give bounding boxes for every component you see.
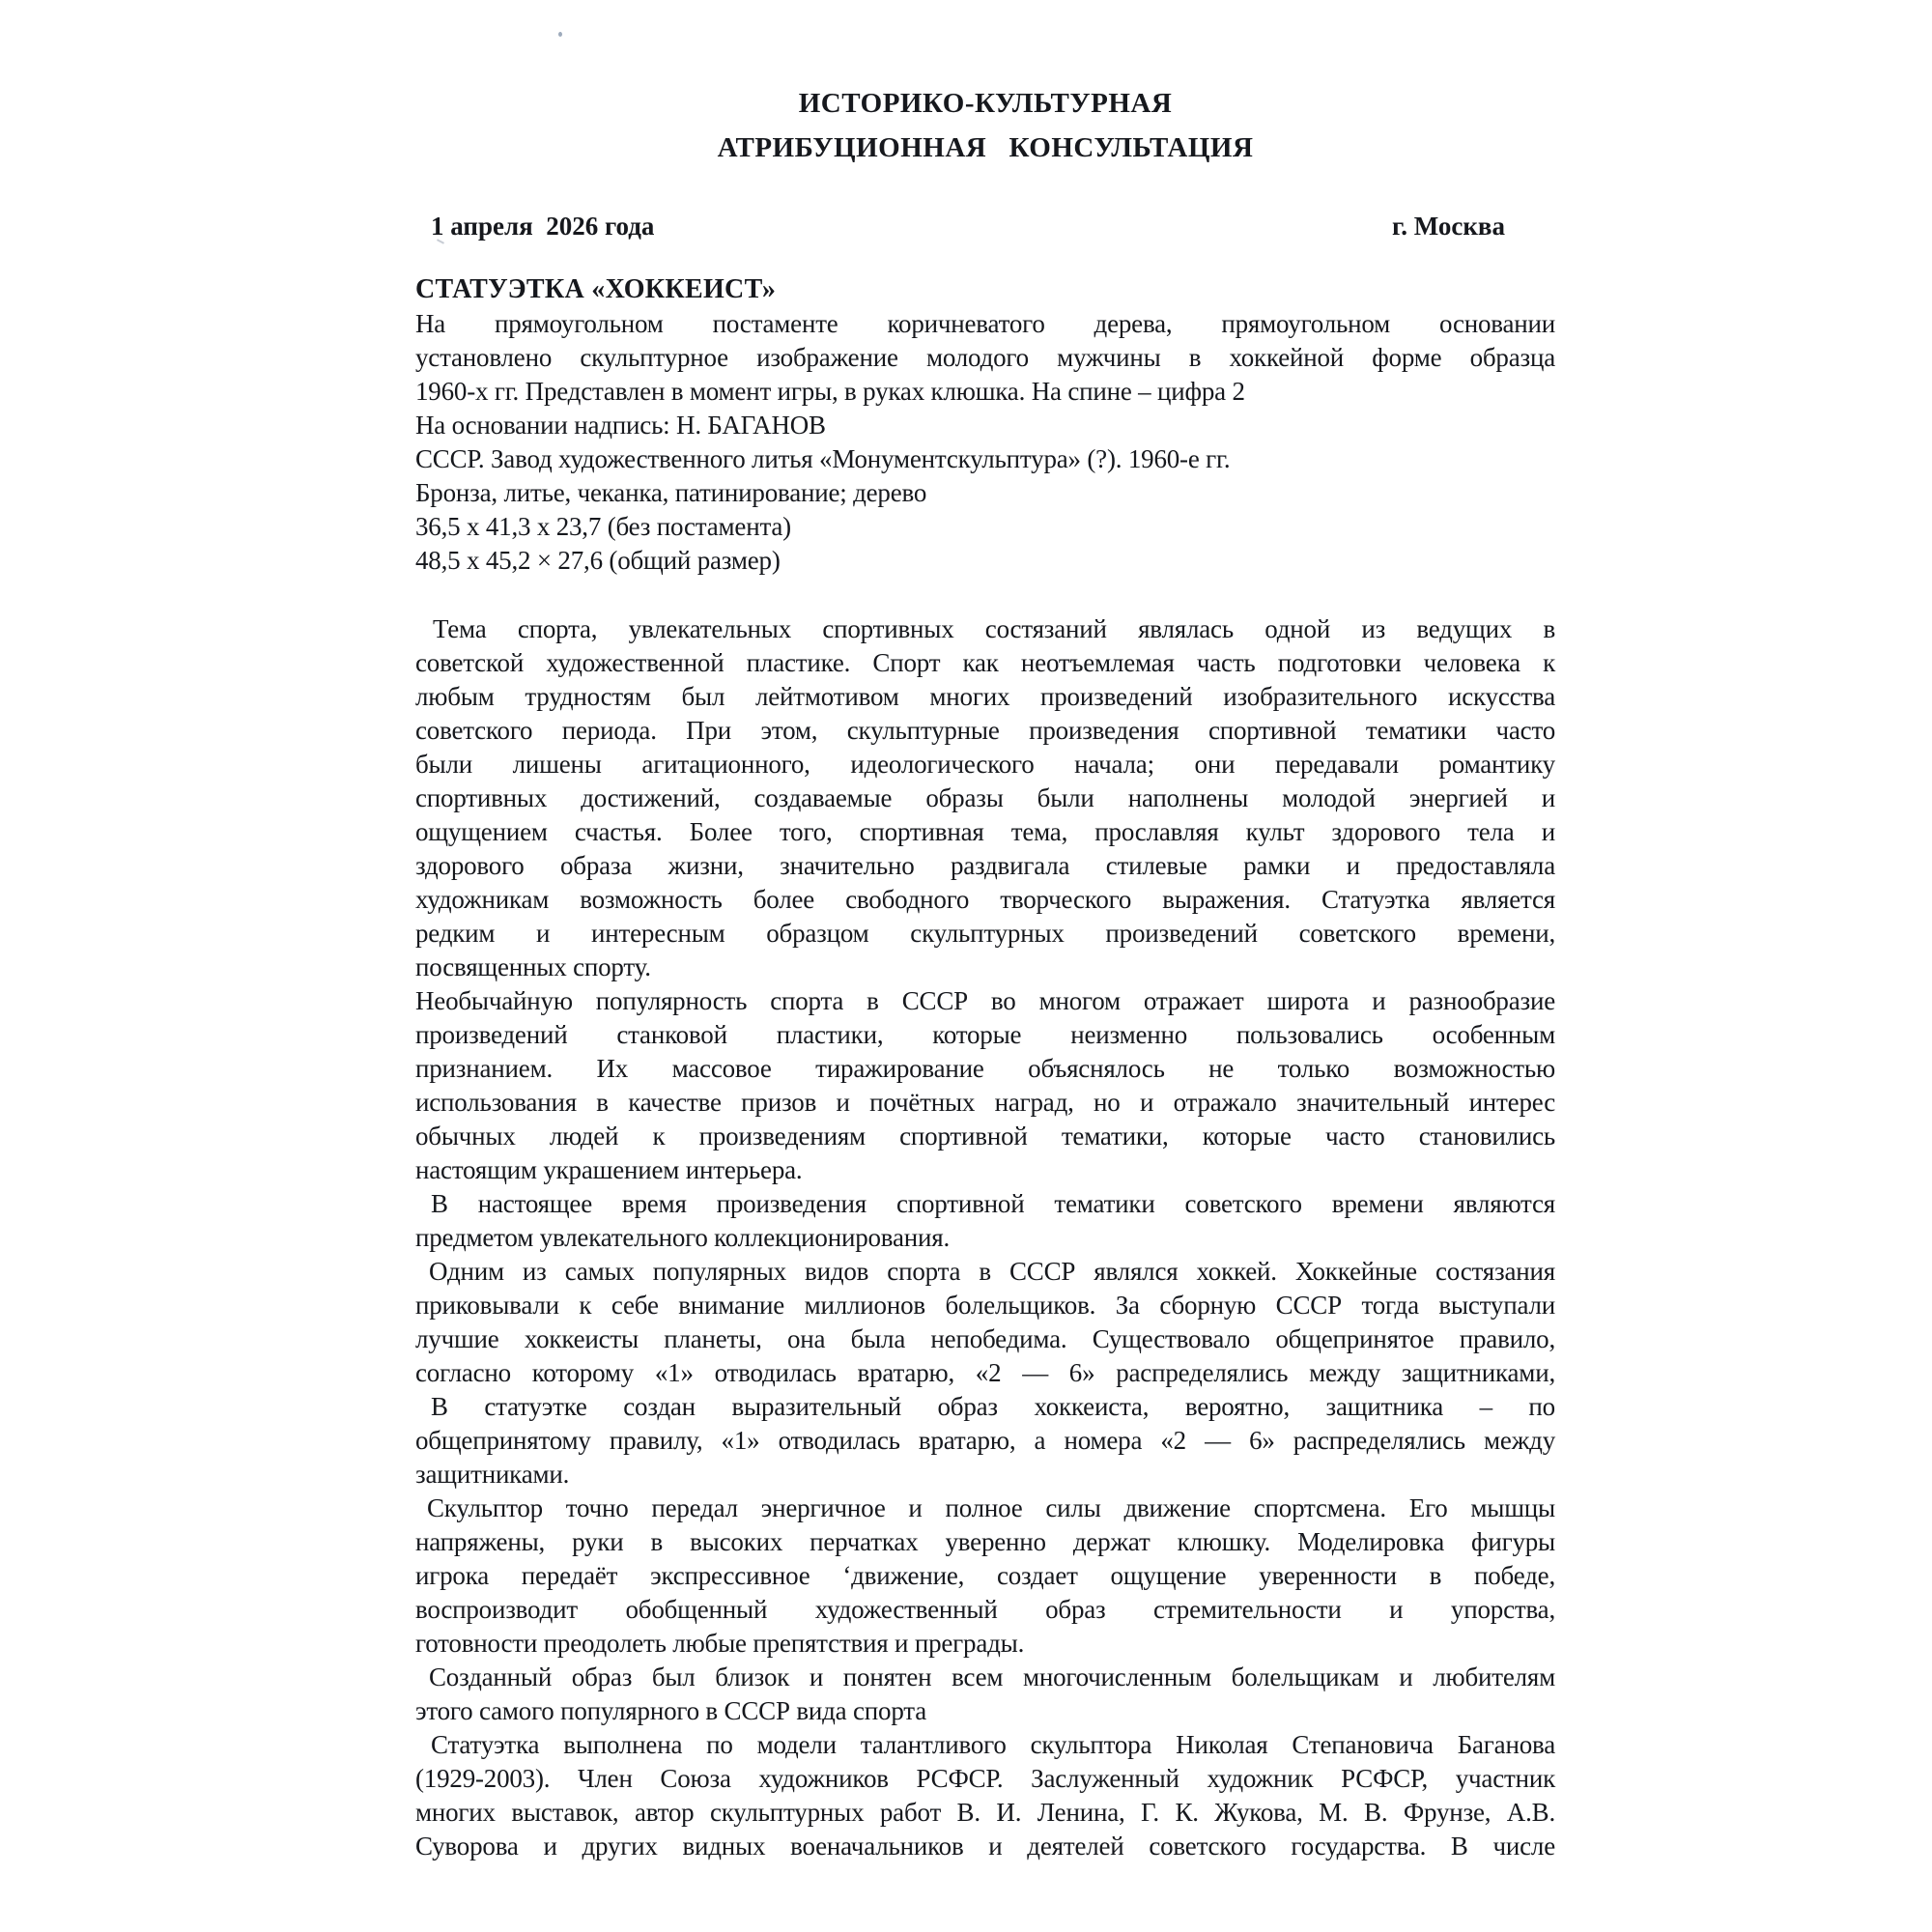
text-line: В настоящее время произведения спортивной тематики советского времени являются [431,1189,1555,1218]
text-line: готовности преодолеть любые препятствия и преграды. [415,1629,1025,1658]
text-line: Скульптор точно передал энергичное и полное силы движение спортсмена. Его мышцы [427,1493,1555,1522]
text-line: многих выставок, автор скульптурных работ В. И. Ленина, Г. К. Жукова, М. В. Фрунзе, А.В. [415,1798,1555,1827]
text-line: В статуэтке создан выразительный образ хоккеиста, вероятно, защитника – по [431,1392,1555,1421]
text-line: Необычайную популярность спорта в СССР во многом отражает широта и разнообразие [415,986,1555,1015]
text-line: приковывали к себе внимание миллионов болельщиков. За сборную СССР тогда выступали [415,1291,1555,1320]
text-line: Бронза, литье, чеканка, патинирование; дерево [415,478,927,507]
text-line: напряжены, руки в высоких перчатках уверенно держат клюшку. Моделировка фигуры [415,1527,1555,1556]
title-line-1: ИСТОРИКО-КУЛЬТУРНАЯ [798,88,1173,119]
text-line: спортивных достижений, создаваемые образы были наполнены молодой энергией и [415,783,1555,812]
text-line: 48,5 х 45,2 × 27,6 (общий размер) [415,546,781,575]
text-line: игрока передаёт экспрессивное ‘движение, создает ощущение уверенности в победе, [415,1561,1555,1590]
text-line: Одним из самых популярных видов спорта в СССР являлся хоккей. Хоккейные состязания [429,1257,1555,1286]
document-content [415,81,1555,1863]
paragraph [415,1390,1555,1492]
text-line: воспроизводит обобщенный художественный образ стремительности и упорства, [415,1595,1555,1624]
body-text [415,612,1555,1863]
text-line: Тема спорта, увлекательных спортивных состязаний являлась одной из ведущих в [433,614,1555,643]
text-line: посвященных спорту. [415,952,651,981]
paragraph [415,1661,1555,1728]
text-line: здорового образа жизни, значительно раздвигала стилевые рамки и предоставляла [415,851,1555,880]
text-line: Статуэтка выполнена по модели талантливого скульптора Николая Степановича Баганова [431,1730,1555,1759]
section-gap [415,578,1555,612]
paragraph [415,1728,1555,1863]
text-line: (1929-2003). Член Союза художников РСФСР. Заслуженный художник РСФСР, участник [415,1764,1555,1793]
document-place: г. Москва [1392,212,1505,241]
paragraph [415,612,1555,984]
text-line: этого самого популярного в СССР вида спорта [415,1696,926,1725]
object-description [415,307,1555,578]
paragraph [415,442,1555,476]
text-line: СССР. Завод художественного литья «Монументскульптура» (?). 1960-е гг. [415,444,1231,473]
paragraph [415,1255,1555,1390]
title-line-2: АТРИБУЦИОННАЯ КОНСУЛЬТАЦИЯ [717,132,1254,163]
text-line: редким и интересным образцом скульптурных произведений советского времени, [415,919,1555,948]
text-line: художникам возможность более свободного творческого выражения. Статуэтка является [415,885,1555,914]
text-line: ощущением счастья. Более того, спортивная тема, прославляя культ здорового тела и [415,817,1555,846]
paragraph [415,409,1555,442]
text-line: защитниками. [415,1460,570,1489]
text-line: На прямоугольном постаменте коричневатого дерева, прямоугольном основании [415,309,1555,338]
text-line: признанием. Их массовое тиражирование объяснялось не только возможностью [415,1054,1555,1083]
text-line: использования в качестве призов и почётных наград, но и отражало значительный интерес [415,1088,1555,1117]
text-line: установлено скульптурное изображение молодого мужчины в хоккейной форме образца [415,343,1555,372]
text-line: были лишены агитационного, идеологического начала; они передавали романтику [415,750,1555,779]
text-line: произведений станковой пластики, которые неизменно пользовались особенным [415,1020,1555,1049]
scan-artifact-dot [558,32,562,37]
text-line: общепринятому правилу, «1» отводилась вратарю, а номера «2 — 6» распределялись между [415,1426,1555,1455]
text-line: согласно которому «1» отводилась вратарю, «2 — 6» распределялись между защитниками, [415,1358,1555,1387]
paragraph [415,984,1555,1187]
text-line: обычных людей к произведениям спортивной тематики, которые часто становились [415,1122,1555,1151]
text-line: лучшие хоккеисты планеты, она была непобедима. Существовало общепринятое правило, [415,1324,1555,1353]
paragraph [415,510,1555,544]
paragraph [415,307,1555,409]
text-line: советской художественной пластике. Спорт как неотъемлемая часть подготовки человека к [415,648,1555,677]
paragraph [415,1187,1555,1255]
text-line: Созданный образ был близок и понятен всем многочисленным болельщикам и любителям [429,1662,1555,1691]
paragraph [415,1492,1555,1661]
text-line: 1960-х гг. Представлен в момент игры, в руках клюшка. На спине – цифра 2 [415,377,1245,406]
paragraph [415,476,1555,510]
text-line: 36,5 х 41,3 х 23,7 (без постамента) [415,512,791,541]
text-line: любым трудностям был лейтмотивом многих произведений изобразительного искусства [415,682,1555,711]
text-line: настоящим украшением интерьера. [415,1155,803,1184]
text-line: Суворова и других видных военачальников и деятелей советского государства. В числе [415,1832,1555,1861]
paragraph [415,544,1555,578]
date-place-row [415,211,1555,242]
document-date: 1 апреля 2026 года [431,212,655,241]
text-line: советского периода. При этом, скульптурные произведения спортивной тематики часто [415,716,1555,745]
text-line: На основании надпись: Н. БАГАНОВ [415,411,826,440]
document-title [415,81,1555,170]
object-heading: СТАТУЭТКА «ХОККЕИСТ» [415,274,777,304]
text-line: предметом увлекательного коллекционирования. [415,1223,951,1252]
